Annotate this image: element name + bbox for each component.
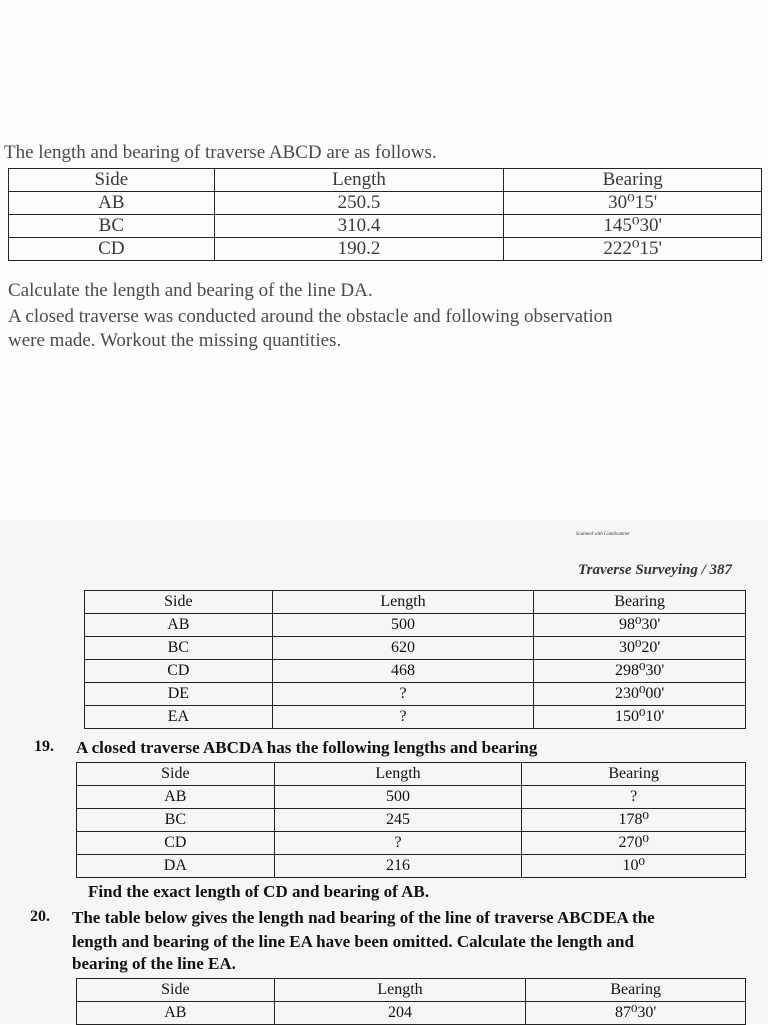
cell-bearing: 30⁰20' <box>534 637 746 660</box>
cell-length: ? <box>272 683 534 706</box>
cell-side: CD <box>9 238 215 261</box>
cell-length: ? <box>274 832 522 855</box>
cell-side: DA <box>77 855 275 878</box>
cell-side: BC <box>77 809 275 832</box>
cell-length: 500 <box>274 786 522 809</box>
table-row <box>85 706 746 729</box>
question-20-line2: length and bearing of the line EA have been omitted. Calculate the length and <box>72 932 634 951</box>
cell-bearing: ? <box>522 786 746 809</box>
intro-text: The length and bearing of traverse ABCD are as follows. <box>4 142 437 163</box>
table-row <box>85 614 746 637</box>
cell-bearing: 30⁰15' <box>504 192 762 215</box>
cell-bearing: 270⁰ <box>522 832 746 855</box>
header-length: Length <box>214 169 504 192</box>
cell-length: 216 <box>274 855 522 878</box>
question-20-line1: The table below gives the length nad bearing of the line of traverse ABCDEA the <box>72 908 655 927</box>
cell-side: BC <box>85 637 273 660</box>
question-line-obstacle: A closed traverse was conducted around the obstacle and following observation <box>8 306 613 327</box>
cell-bearing: 150⁰10' <box>534 706 746 729</box>
cell-length: ? <box>272 706 534 729</box>
header-bearing: Bearing <box>534 591 746 614</box>
question-19-followup: Find the exact length of CD and bearing of AB. <box>88 882 429 901</box>
header-side: Side <box>77 763 275 786</box>
header-bearing: Bearing <box>522 763 746 786</box>
table-header-row <box>77 979 746 1002</box>
question-line-da: Calculate the length and bearing of the line DA. <box>8 280 373 301</box>
cell-side: AB <box>85 614 273 637</box>
table-row <box>85 637 746 660</box>
table-header-row <box>9 169 762 192</box>
cell-side: BC <box>9 215 215 238</box>
cell-bearing: 87⁰30' <box>526 1002 746 1025</box>
scan-watermark: Scanned with CamScanner <box>576 532 630 537</box>
cell-length: 468 <box>272 660 534 683</box>
cell-length: 250.5 <box>214 192 504 215</box>
header-length: Length <box>272 591 534 614</box>
cell-bearing: 222⁰15' <box>504 238 762 261</box>
question-number-19: 19. <box>34 738 54 755</box>
cell-length: 310.4 <box>214 215 504 238</box>
question-20-line3: bearing of the line EA. <box>72 954 236 973</box>
table-row <box>77 832 746 855</box>
cell-side: EA <box>85 706 273 729</box>
cell-bearing: 230⁰00' <box>534 683 746 706</box>
question-line-missing: were made. Workout the missing quantities. <box>8 330 342 351</box>
table-header-row <box>77 763 746 786</box>
header-side: Side <box>85 591 273 614</box>
traverse-table-abcdea-2 <box>76 978 746 1025</box>
cell-length: 500 <box>272 614 534 637</box>
table-header-row <box>85 591 746 614</box>
table-row <box>77 809 746 832</box>
cell-side: AB <box>77 786 275 809</box>
question-number-20: 20. <box>30 908 50 925</box>
cell-length: 620 <box>272 637 534 660</box>
cell-bearing: 10⁰ <box>522 855 746 878</box>
cell-side: CD <box>85 660 273 683</box>
cell-bearing: 298⁰30' <box>534 660 746 683</box>
table-row <box>85 683 746 706</box>
cell-side: AB <box>9 192 215 215</box>
table-row <box>77 786 746 809</box>
header-length: Length <box>274 979 526 1002</box>
table-row <box>9 215 762 238</box>
cell-bearing: 178⁰ <box>522 809 746 832</box>
running-head: Traverse Surveying / 387 <box>578 562 733 578</box>
traverse-table-abcda <box>76 762 746 878</box>
cell-bearing: 98⁰30' <box>534 614 746 637</box>
table-row <box>85 660 746 683</box>
cell-side: DE <box>85 683 273 706</box>
header-side: Side <box>77 979 275 1002</box>
table-row <box>9 238 762 261</box>
table-row <box>77 855 746 878</box>
cell-length: 204 <box>274 1002 526 1025</box>
cell-side: AB <box>77 1002 275 1025</box>
header-bearing: Bearing <box>526 979 746 1002</box>
cell-length: 245 <box>274 809 522 832</box>
traverse-table-abcdea <box>84 590 746 729</box>
question-19-text: A closed traverse ABCDA has the following lengths and bearing <box>76 738 538 757</box>
header-side: Side <box>9 169 215 192</box>
table-row <box>9 192 762 215</box>
traverse-table-abcd <box>8 168 762 261</box>
cell-side: CD <box>77 832 275 855</box>
header-bearing: Bearing <box>504 169 762 192</box>
page-bottom <box>0 520 768 1024</box>
table-row <box>77 1002 746 1025</box>
cell-bearing: 145⁰30' <box>504 215 762 238</box>
header-length: Length <box>274 763 522 786</box>
cell-length: 190.2 <box>214 238 504 261</box>
